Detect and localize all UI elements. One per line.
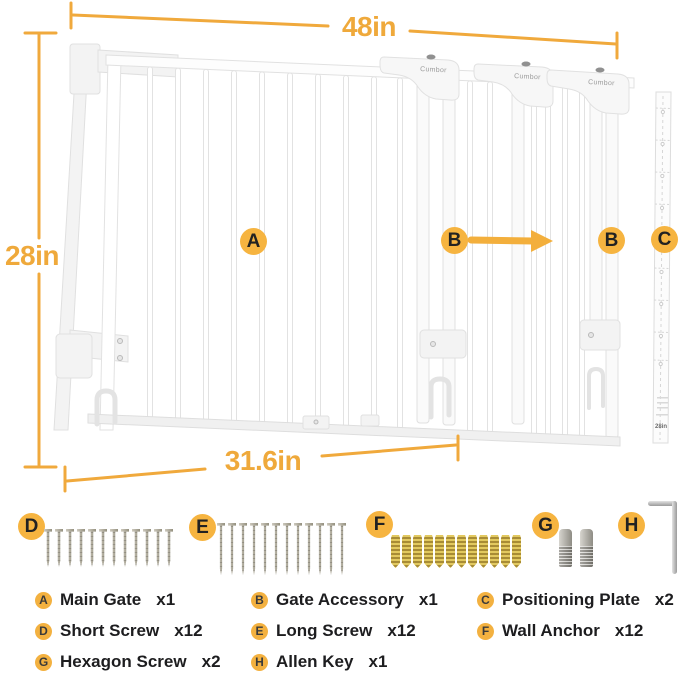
brand-label: Cumbor [513,73,541,82]
part-item-main-gate [35,590,175,610]
label-circle-positioning-plate: C [651,226,678,253]
hardware-letter-e: E [189,514,216,541]
part-name: Positioning Plate [502,590,640,609]
part-badge: H [251,654,268,671]
part-name: Long Screw [276,621,373,640]
part-item-long-screw [251,621,416,641]
part-name: Main Gate [60,590,142,609]
hardware-letter-d: D [18,513,45,540]
part-item-wall-anchor [477,621,643,641]
dimension-bottom-label: 31.6in [224,445,302,476]
allen-key-icon [648,501,677,574]
part-badge: B [251,592,268,609]
part-badge: F [477,623,494,640]
wall-anchors-icon [391,535,523,568]
part-item-gate-accessory [251,590,438,610]
part-badge: D [35,623,52,640]
part-qty: x2 [654,590,674,609]
part-badge: E [251,623,268,640]
part-name: Gate Accessory [276,590,404,609]
main-gate [54,44,634,446]
label-circle-accessory-1: B [441,227,468,254]
part-qty: x1 [368,652,388,671]
part-item-allen-key [251,652,387,672]
part-qty: x1 [156,590,176,609]
part-qty: x12 [614,621,644,640]
short-screws-icon [44,529,176,567]
part-qty: x1 [418,590,438,609]
part-name: Wall Anchor [502,621,600,640]
long-screws-icon [217,523,349,575]
brand-label: Cumbor [419,66,447,75]
dimension-top-label: 48in [341,11,397,42]
part-qty: x2 [201,652,221,671]
part-name: Allen Key [276,652,354,671]
part-badge: G [35,654,52,671]
hardware-letter-f: F [366,511,393,538]
positioning-plate [653,92,671,443]
label-circle-main-gate: A [240,228,267,255]
part-item-short-screw [35,621,203,641]
hardware-letter-g: G [532,512,559,539]
part-qty: x12 [174,621,203,640]
gate-bars [148,64,619,438]
dimension-left-label: 28in [4,240,60,271]
brand-label: Cumbor [587,79,615,88]
label-circle-accessory-2: B [598,227,625,254]
part-qty: x12 [387,621,416,640]
hexagon-screws-icon [559,529,601,567]
part-name: Hexagon Screw [60,652,187,671]
part-item-positioning-plate [477,590,674,610]
hardware-letter-h: H [618,512,645,539]
plate-caption: 28in [655,424,668,430]
part-item-hexagon-screw [35,652,221,672]
part-name: Short Screw [60,621,160,640]
part-badge: C [477,592,494,609]
part-badge: A [35,592,52,609]
